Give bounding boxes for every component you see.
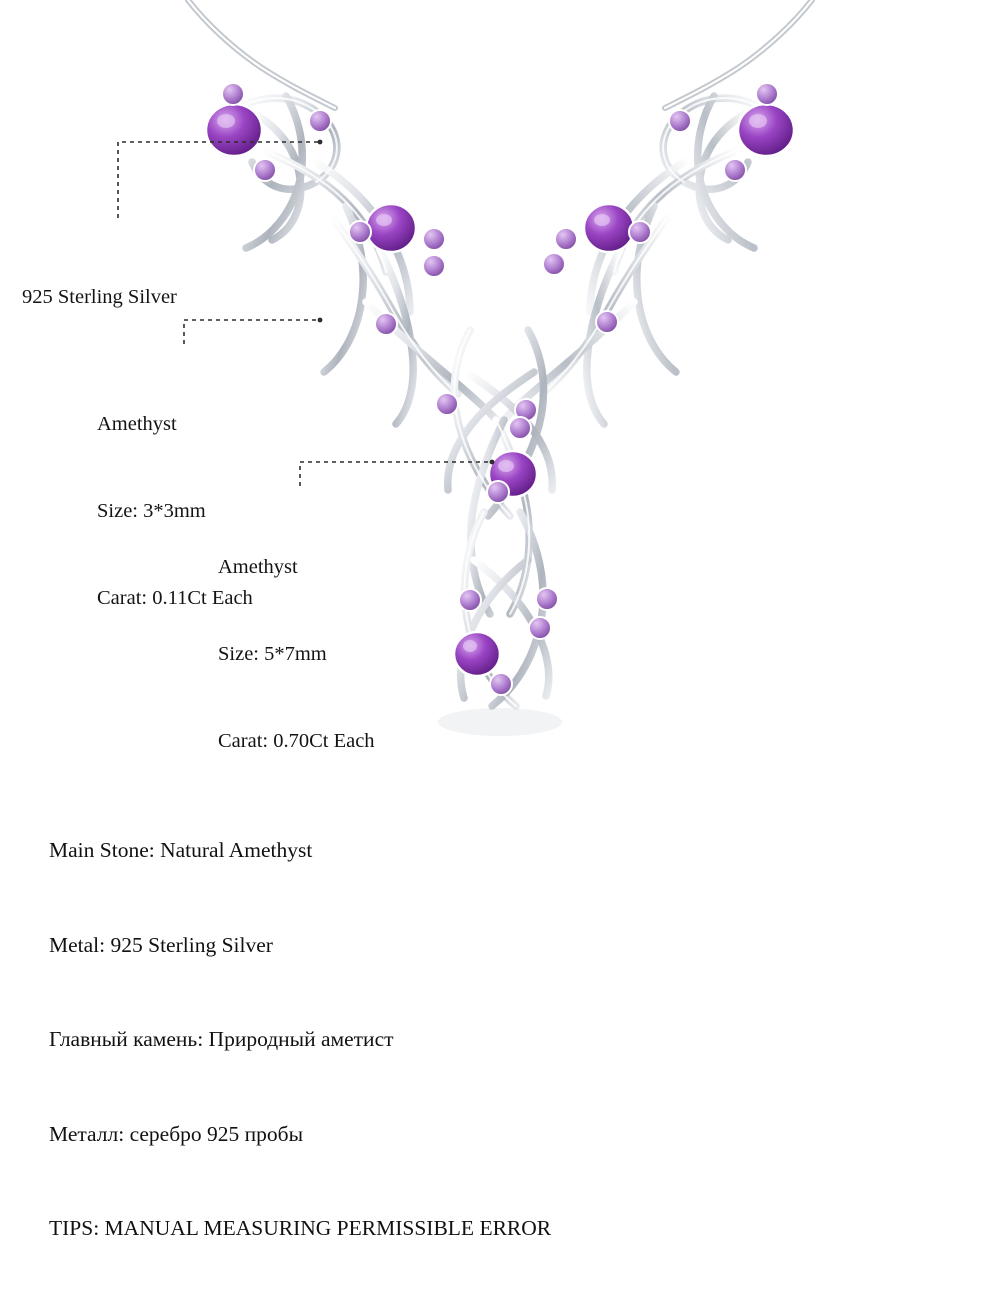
gem-large-right-top [738,104,794,156]
leader-line-3 [300,462,492,486]
specification-block [49,772,551,1308]
spec-line-main-stone-ru: Главный камень: Природный аметист [49,1027,394,1051]
metal-callout [22,225,177,370]
metal-callout-line-1: 925 Sterling Silver [22,286,177,308]
large-stone-callout [218,495,375,814]
gem-large-bottom [454,632,500,676]
small-stone-callout-line-3: Carat: 0.11Ct Each [97,587,253,609]
spec-line-metal: Metal: 925 Sterling Silver [49,932,273,957]
surface-reflection [438,708,562,736]
spec-line-metal-ru: Металл: серебро 925 пробы [49,1121,304,1146]
chain [188,0,812,108]
spec-line-tips: TIPS: MANUAL MEASURING PERMISSIBLE ERROR [49,1216,552,1240]
leader-dot-3 [490,460,495,465]
gem-large-left-top [206,104,262,156]
large-stone-callout-line-3: Carat: 0.70Ct Each [218,730,375,752]
leader-dot-1 [318,140,323,145]
leader-dot-2 [318,318,323,323]
leader-line-2 [184,320,320,344]
large-stone-callout-line-2: Size: 5*7mm [218,643,327,665]
large-stone-callout-line-1: Amethyst [218,556,298,578]
gem-large-left-mid [366,204,416,252]
spec-line-main-stone: Main Stone: Natural Amethyst [49,838,313,862]
left-wing [238,96,500,424]
small-stone-callout-line-2: Size: 3*3mm [97,500,206,522]
gem-large-right-mid [584,204,634,252]
small-stone-callout-line-1: Amethyst [97,413,177,435]
